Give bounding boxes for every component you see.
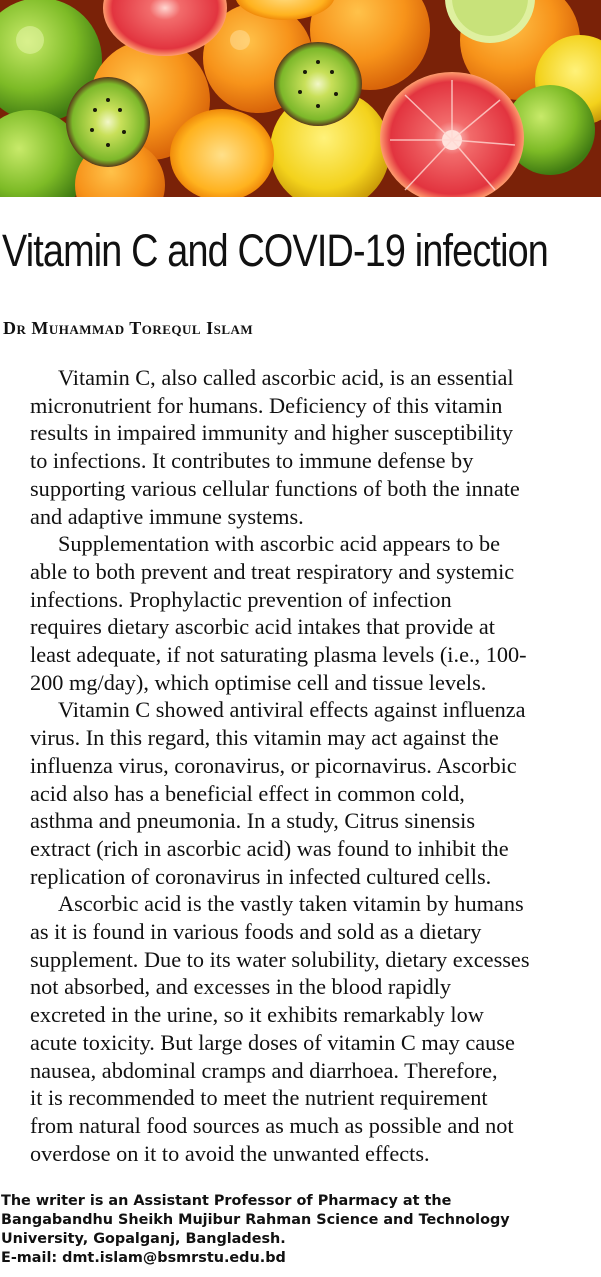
citrus-fruits-image: [0, 0, 601, 197]
text-line: Vitamin C, also called ascorbic acid, is an essential: [58, 365, 514, 390]
text-line: supplement. Due to its water solubility, dietary excesses: [30, 946, 530, 972]
article-body: [2, 364, 600, 1167]
text-line: acid also has a beneficial effect in common cold,: [30, 780, 465, 806]
text-line: it is recommended to meet the nutrient requirement: [30, 1085, 488, 1111]
text-line: replication of coronavirus in infected cultured cells.: [30, 863, 492, 889]
paragraph: [2, 890, 600, 1167]
author-byline: Dr Muhammad Torequl Islam: [3, 318, 254, 338]
text-line: overdose on it to avoid the unwanted effects.: [30, 1140, 430, 1166]
article-title: Vitamin C and COVID-19 infection: [2, 225, 548, 276]
text-line: results in impaired immunity and higher susceptibility: [30, 420, 514, 446]
text-line: acute toxicity. But large doses of vitamin C may cause: [30, 1029, 515, 1055]
text-line: infections. Prophylactic prevention of infection: [30, 586, 452, 612]
author-note: [1, 1192, 601, 1268]
text-line: 200 mg/day), which optimise cell and tissue levels.: [30, 669, 487, 695]
text-line: from natural food sources as much as possible and not: [30, 1112, 514, 1138]
text-line: to infections. It contributes to immune defense by: [30, 448, 474, 474]
author-note-line: University, Gopalganj, Bangladesh.: [1, 1231, 286, 1247]
text-line: Ascorbic acid is the vastly taken vitamin by humans: [58, 891, 524, 917]
text-line: excreted in the urine, so it exhibits remarkably low: [30, 1002, 484, 1028]
text-line: requires dietary ascorbic acid intakes that provide at: [30, 614, 495, 640]
text-line: not absorbed, and excesses in the blood rapidly: [30, 974, 452, 1000]
text-line: Supplementation with ascorbic acid appears to be: [58, 531, 501, 557]
text-line: nausea, abdominal cramps and diarrhoea. Therefore,: [30, 1057, 498, 1083]
text-line: supporting various cellular functions of both the innate: [30, 475, 520, 501]
paragraph: [2, 530, 600, 696]
text-line: asthma and pneumonia. In a study, Citrus sinensis: [30, 808, 476, 834]
text-line: as it is found in various foods and sold as a dietary: [30, 919, 482, 945]
text-line: able to both prevent and treat respiratory and systemic: [30, 558, 515, 584]
author-note-line: Bangabandhu Sheikh Mujibur Rahman Science and Technology: [1, 1212, 510, 1228]
text-line: virus. In this regard, this vitamin may act against the: [30, 725, 499, 751]
paragraph: [2, 696, 600, 890]
text-line: Vitamin C showed antiviral effects against influenza: [58, 697, 526, 723]
author-note-line: The writer is an Assistant Professor of Pharmacy at the: [1, 1193, 452, 1209]
text-line: least adequate, if not saturating plasma levels (i.e., 100-: [30, 642, 527, 668]
paragraph: [2, 364, 600, 530]
text-line: influenza virus, coronavirus, or picornavirus. Ascorbic: [30, 752, 517, 778]
author-email: E-mail: dmt.islam@bsmrstu.edu.bd: [1, 1250, 286, 1266]
text-line: extract (rich in ascorbic acid) was found to inhibit the: [30, 835, 509, 861]
text-line: micronutrient for humans. Deficiency of this vitamin: [30, 392, 503, 418]
text-line: and adaptive immune systems.: [30, 503, 304, 529]
